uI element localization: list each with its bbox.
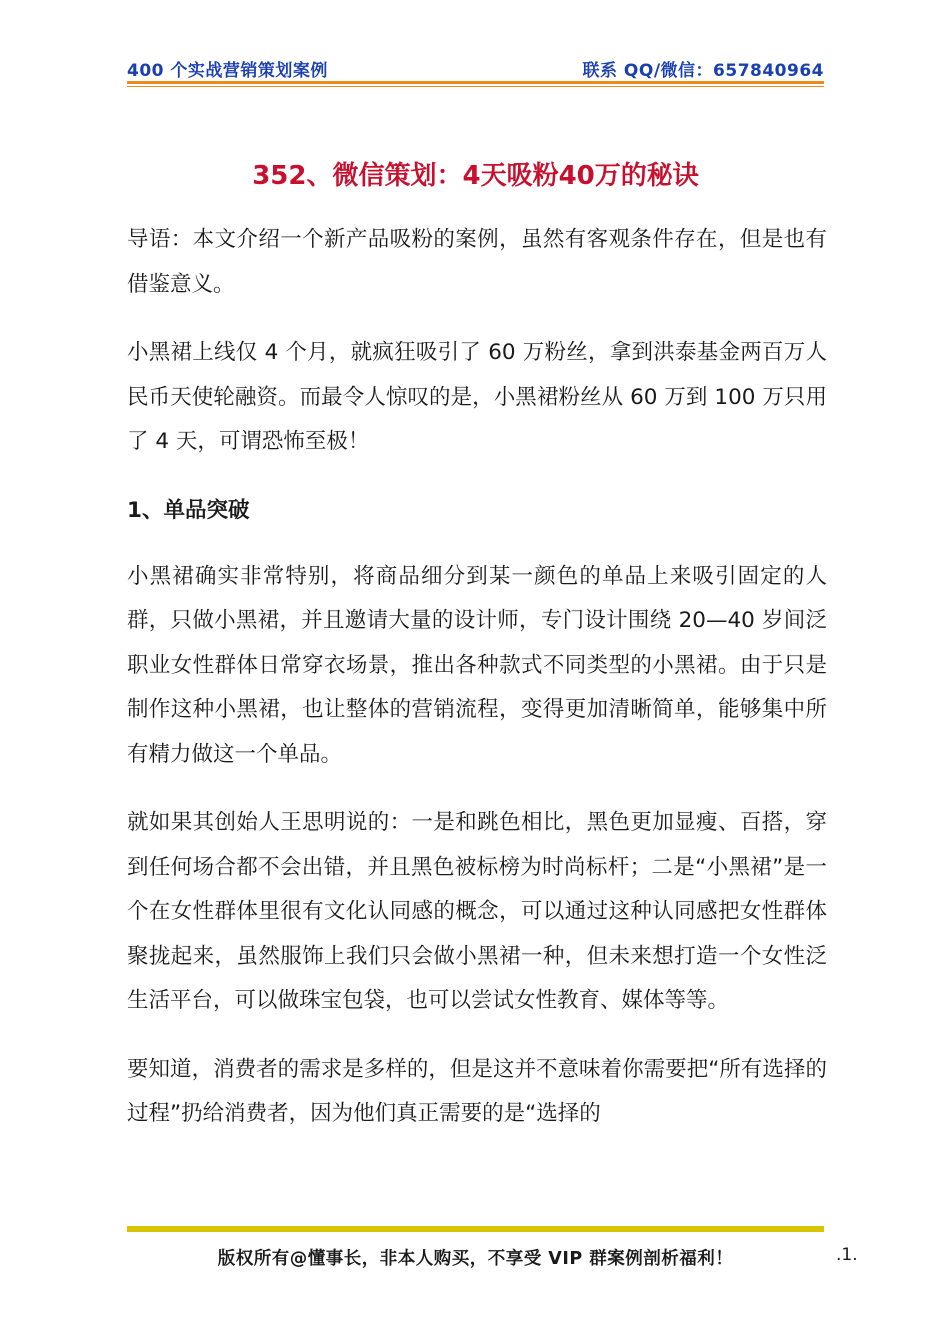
header-series-title: 400 个实战营销策划案例: [127, 61, 328, 81]
page-number: .1.: [836, 1245, 858, 1265]
paragraph-3: 就如果其创始人王思明说的：一是和跳色相比，黑色更加显瘦、百搭，穿到任何场合都不会出错，并且黑色被标榜为时尚标杆；二是“小黑裙”是一个在女性群体里很有文化认同感的概念，可以通过这种认同感把女性群体聚拢起来，虽然服饰上我们只会做小黑裙一种，但未来想打造一个女性泛生活平台，可以做珠宝包袋，也可以尝试女性教育、媒体等等。: [127, 810, 827, 1013]
header-divider-thin: [127, 86, 824, 87]
header-divider: [127, 81, 824, 84]
section-heading-1: 1、单品突破: [127, 497, 250, 523]
footer-copyright: 版权所有@懂事长，非本人购买，不享受 VIP 群案例剖析福利！: [217, 1249, 734, 1269]
article-body: [127, 218, 827, 1161]
page-header: [127, 52, 824, 82]
footer-divider: [127, 1226, 824, 1232]
header-contact: 联系 QQ/微信：657840964: [582, 61, 824, 81]
paragraph-2: 小黑裙确实非常特别，将商品细分到某一颜色的单品上来吸引固定的人群，只做小黑裙，并且邀请大量的设计师，专门设计围绕 20—40 岁间泛职业女性群体日常穿衣场景，推出各种款式不同类型的小黑裙。由于只是制作这种小黑裙，也让整体的营销流程，变得更加清晰简单，能够集中所有精力做这一个单品。: [127, 563, 827, 767]
paragraph-1: 小黑裙上线仅 4 个月，就疯狂吸引了 60 万粉丝，拿到洪泰基金两百万人民币天使轮融资。而最令人惊叹的是，小黑裙粉丝从 60 万到 100 万只用了 4 天，可谓恐怖至极！: [127, 340, 827, 454]
article-title: 352、微信策划：4天吸粉40万的秘诀: [252, 161, 699, 191]
paragraph-4: 要知道，消费者的需求是多样的，但是这并不意味着你需要把“所有选择的过程”扔给消费者，因为他们真正需要的是“选择的: [127, 1056, 827, 1126]
intro-paragraph: 导语：本文介绍一个新产品吸粉的案例，虽然有客观条件存在，但是也有借鉴意义。: [127, 227, 827, 297]
